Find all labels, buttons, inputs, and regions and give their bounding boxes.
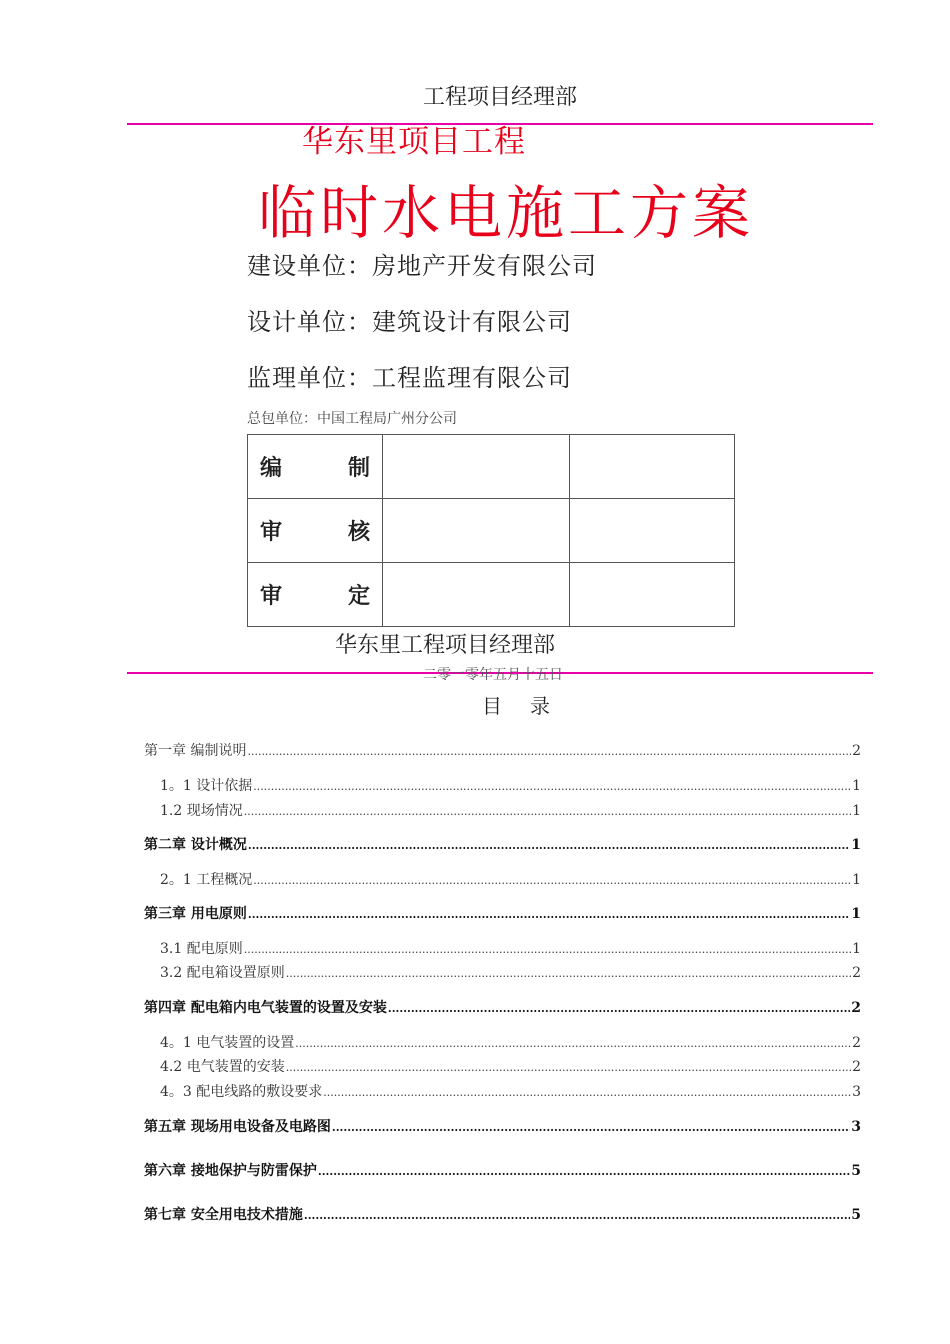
toc-leader-dots	[248, 838, 850, 852]
toc-leader-dots	[323, 1085, 851, 1099]
design-unit: 设计单位：建筑设计有限公司	[247, 308, 572, 336]
sign-row-approve	[248, 563, 735, 627]
toc-entry-title: 4。1 电气装置的设置	[160, 1035, 295, 1051]
sign-label	[248, 563, 383, 627]
sign-cell-name	[383, 499, 570, 563]
toc-entry[interactable]	[160, 775, 861, 795]
owner-unit: 建设单位：房地产开发有限公司	[247, 252, 597, 280]
sign-row-review	[248, 499, 735, 563]
toc-leader-dots	[286, 966, 851, 980]
toc-entry-title: 第一章 编制说明	[144, 743, 247, 759]
toc-entry-title: 第四章 配电箱内电气装置的设置及安装	[144, 1000, 387, 1016]
project-name: 华东里项目工程	[302, 124, 526, 160]
sign-cell-date	[570, 435, 735, 499]
supervision-unit: 监理单位：工程监理有限公司	[247, 364, 572, 392]
sign-label-char: 核	[347, 520, 370, 545]
footer-date: 二零一零年五月十五日	[423, 667, 563, 683]
toc-entry-page: 1	[852, 872, 861, 888]
toc-entry-title: 1。1 设计依据	[160, 778, 253, 794]
toc-entry[interactable]	[144, 1160, 861, 1180]
toc-leader-dots	[388, 1001, 850, 1015]
sign-label-char: 审	[260, 520, 283, 545]
toc-entry-page: 2	[852, 1059, 861, 1075]
sign-off-table	[247, 434, 735, 627]
sign-cell-name	[383, 435, 570, 499]
toc-entry-page: 3	[851, 1119, 861, 1135]
toc-leader-dots	[244, 942, 851, 956]
toc-entry-page: 2	[852, 965, 861, 981]
plan-title: 临时水电施工方案	[258, 179, 755, 247]
toc-leader-dots	[244, 804, 851, 818]
toc-entry[interactable]	[160, 1056, 861, 1076]
toc-leader-dots	[247, 744, 851, 758]
toc-entry[interactable]	[144, 834, 861, 854]
toc-entry-page: 2	[852, 743, 861, 759]
toc-entry-title: 4.2 电气装置的安装	[160, 1059, 285, 1075]
toc-entry-title: 第三章 用电原则	[144, 906, 247, 922]
toc-entry-title: 第二章 设计概况	[144, 837, 247, 853]
toc-entry-page: 3	[852, 1084, 861, 1100]
toc-entry[interactable]	[144, 997, 861, 1017]
toc-leader-dots	[318, 1164, 850, 1178]
toc-entry[interactable]	[160, 869, 861, 889]
toc-entry[interactable]	[144, 740, 861, 760]
footer-org: 华东里工程项目经理部	[335, 633, 556, 658]
toc-entry[interactable]	[160, 1032, 861, 1052]
toc-entry-title: 1.2 现场情况	[160, 803, 243, 819]
toc-entry-title: 3.1 配电原则	[160, 941, 243, 957]
toc-entry-page: 1	[852, 778, 861, 794]
toc-title: 目录	[482, 694, 578, 718]
toc-leader-dots	[286, 1060, 851, 1074]
sign-cell-date	[570, 563, 735, 627]
toc-entry-page: 5	[851, 1207, 861, 1223]
toc-entry[interactable]	[144, 1204, 861, 1224]
toc-entry[interactable]	[144, 1116, 861, 1136]
toc-entry[interactable]	[160, 800, 861, 820]
toc-entry[interactable]	[160, 938, 861, 958]
toc-entry-title: 第六章 接地保护与防雷保护	[144, 1163, 317, 1179]
sign-cell-name	[383, 563, 570, 627]
toc-entry[interactable]	[144, 903, 861, 923]
toc-entry-title: 2。1 工程概况	[160, 872, 253, 888]
toc-leader-dots	[253, 873, 851, 887]
toc-entry[interactable]	[160, 962, 861, 982]
toc-entry-title: 第七章 安全用电技术措施	[144, 1207, 303, 1223]
toc-entry-page: 2	[852, 1035, 861, 1051]
toc-entry-page: 2	[851, 1000, 861, 1016]
sign-label-char: 制	[347, 456, 370, 481]
toc-entry-page: 1	[852, 803, 861, 819]
sign-label-char: 审	[260, 584, 283, 609]
contractor-unit: 总包单位：中国工程局广州分公司	[247, 411, 457, 427]
sign-label-char: 编	[260, 456, 283, 481]
toc-entry-page: 1	[852, 941, 861, 957]
toc-entry-page: 1	[851, 837, 861, 853]
sign-label	[248, 499, 383, 563]
sign-label	[248, 435, 383, 499]
sign-cell-date	[570, 499, 735, 563]
header-org: 工程项目经理部	[422, 85, 577, 110]
toc-entry-title: 4。3 配电线路的敷设要求	[160, 1084, 323, 1100]
toc-leader-dots	[332, 1120, 850, 1134]
toc-leader-dots	[295, 1036, 851, 1050]
toc-leader-dots	[253, 779, 851, 793]
toc-entry-page: 5	[851, 1163, 861, 1179]
toc-entry-title: 3.2 配电箱设置原则	[160, 965, 285, 981]
toc-entry-page: 1	[851, 906, 861, 922]
toc-entry-title: 第五章 现场用电设备及电路图	[144, 1119, 331, 1135]
toc-entry[interactable]	[160, 1081, 861, 1101]
toc-leader-dots	[304, 1208, 850, 1222]
toc-leader-dots	[248, 907, 850, 921]
sign-label-char: 定	[347, 584, 370, 609]
sign-row-compile	[248, 435, 735, 499]
